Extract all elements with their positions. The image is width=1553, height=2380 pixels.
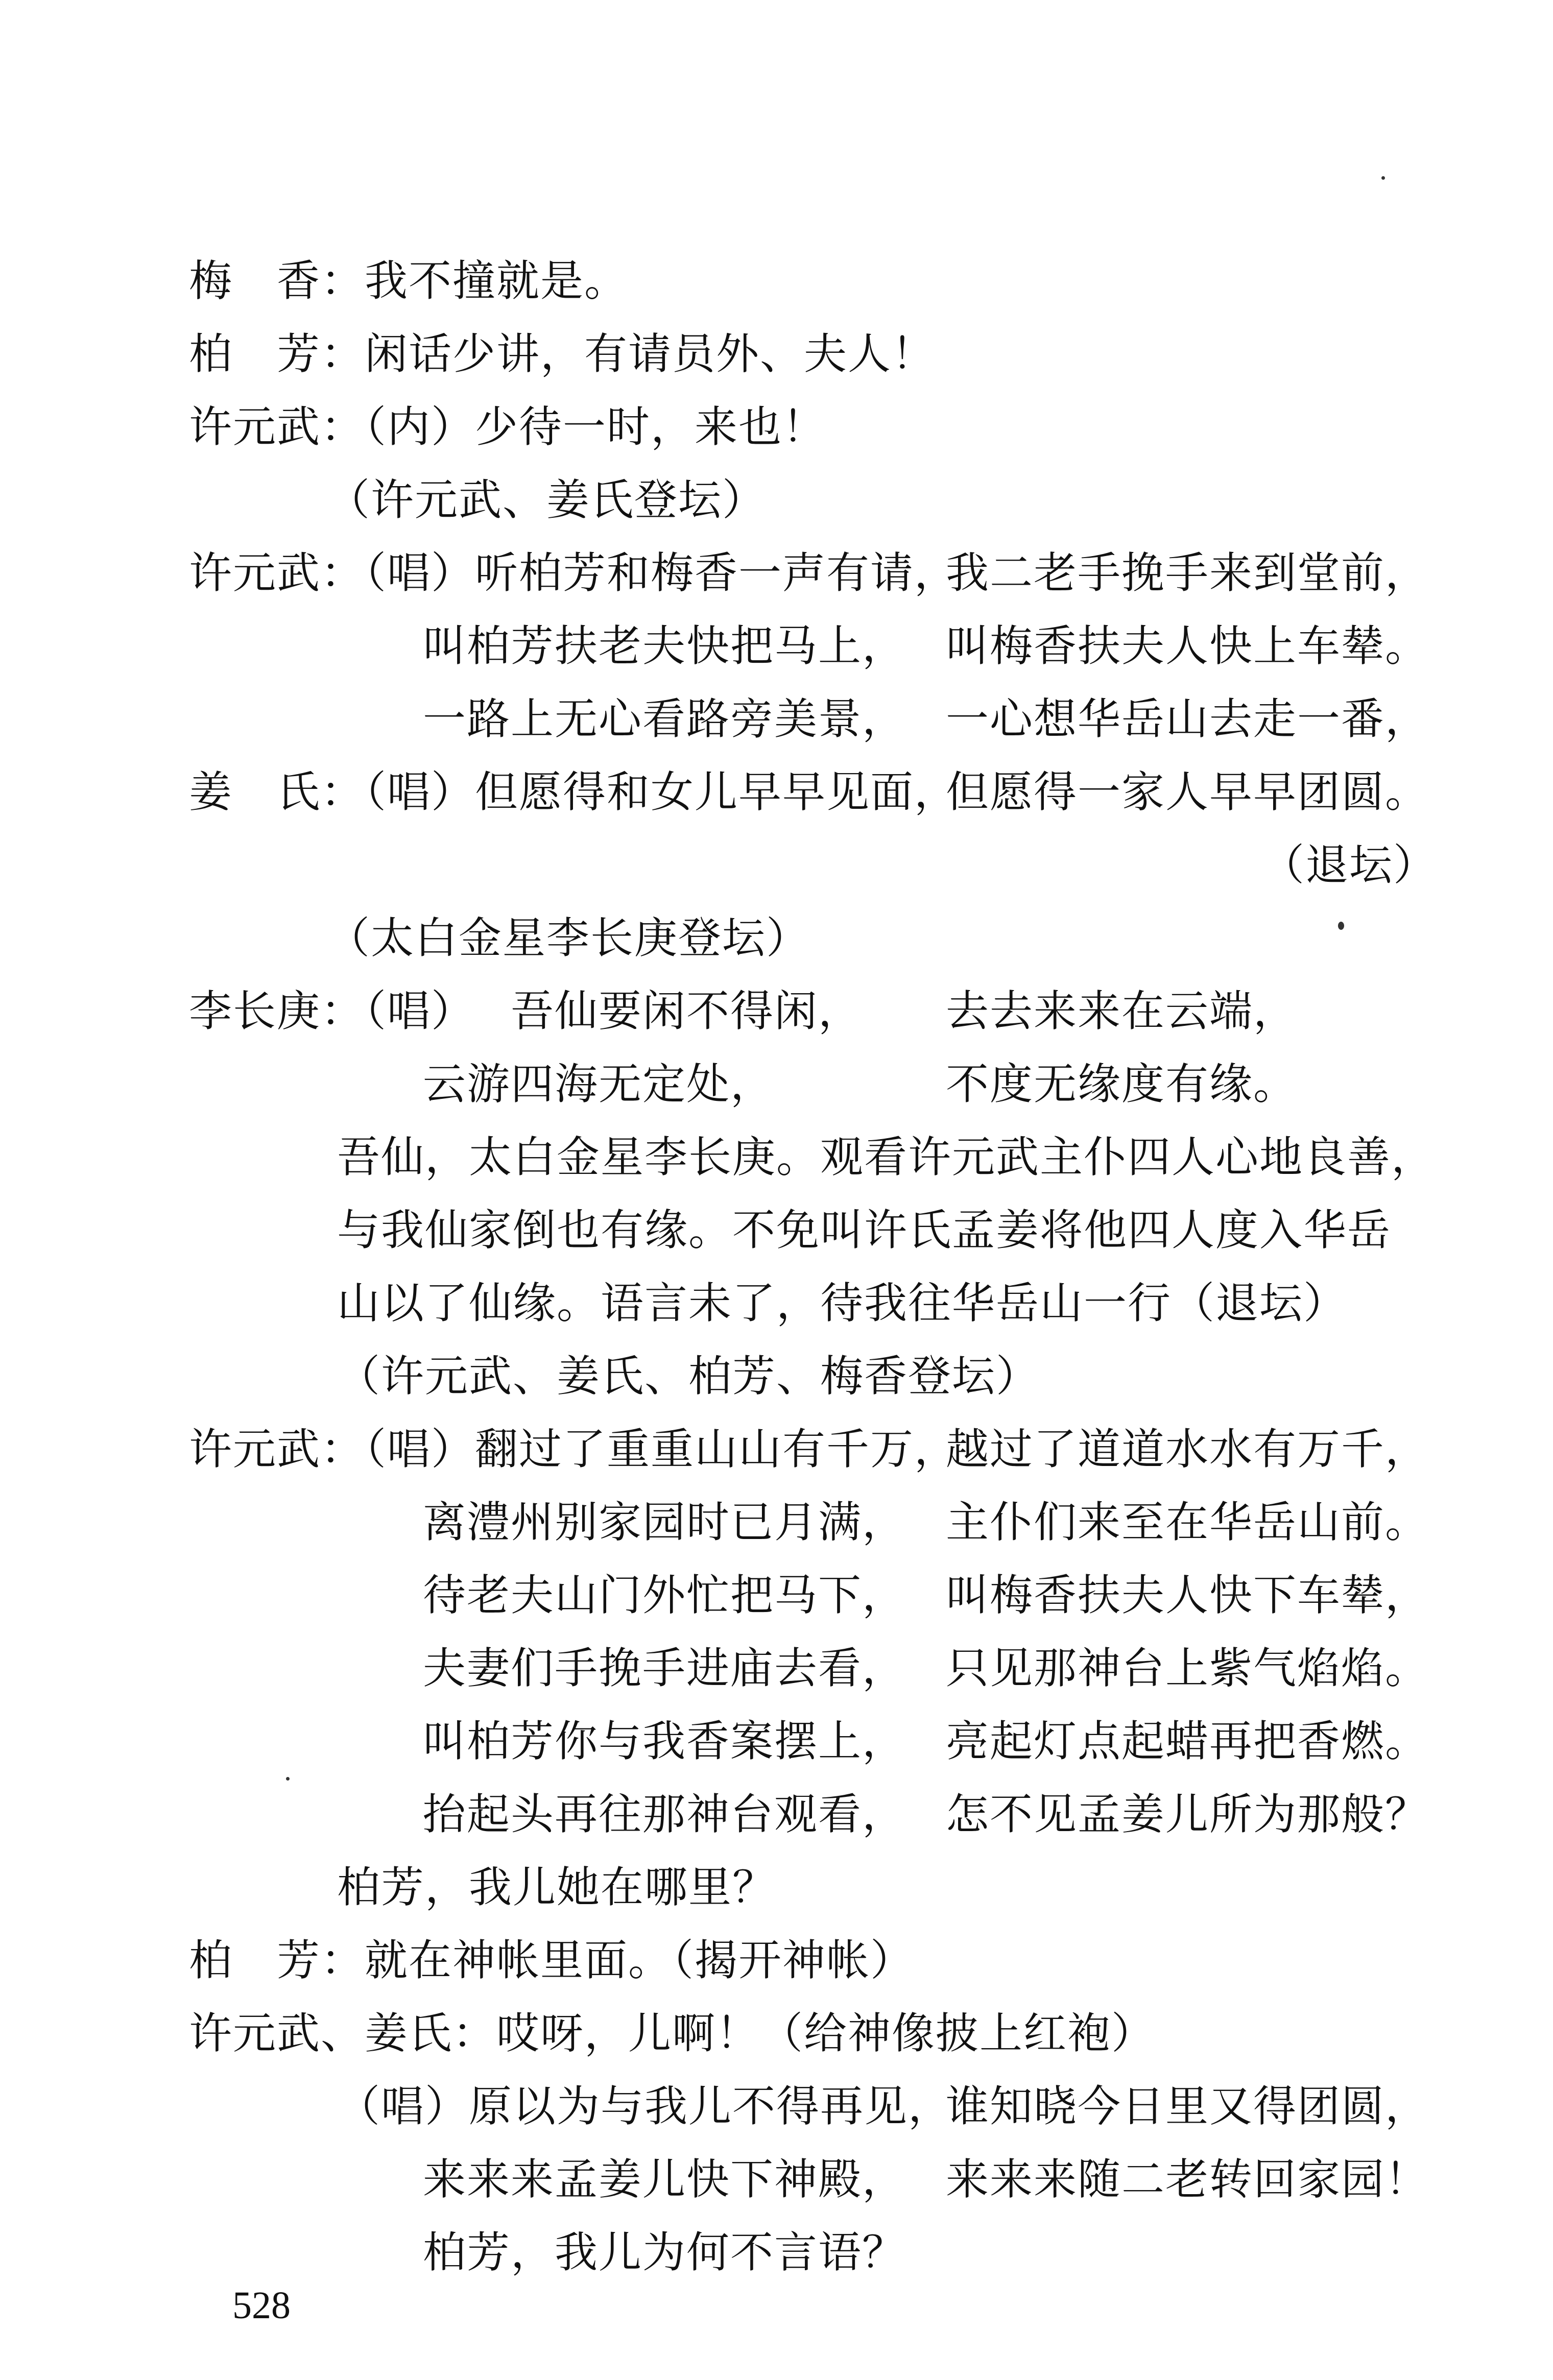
text-line: 怎不见孟姜儿所为那般？	[946, 1789, 1429, 1839]
text-line: 姜 氏：（唱）但愿得和女儿早早见面，	[189, 767, 959, 817]
text-line: 叫梅香扶夫人快上车辇。	[946, 621, 1429, 671]
text-line: 主仆们来至在华岳山前。	[946, 1497, 1429, 1547]
scan-speck	[1381, 176, 1385, 180]
text-line: 叫柏芳扶老夫快把马上，	[423, 621, 906, 671]
stage-direction: （许元武、姜氏登坛）	[327, 475, 767, 525]
text-line: 云游四海无定处，	[423, 1059, 775, 1109]
text-line: 柏 芳：闲话少讲，有请员外、夫人！	[189, 329, 936, 379]
text-line: 来来来孟姜儿快下神殿，	[423, 2154, 906, 2204]
text-line: 山以了仙缘。语言未了，待我往华岳山一行（退坛）	[337, 1278, 1348, 1328]
text-line: 与我仙家倒也有缘。不免叫许氏孟姜将他四人度入华岳	[337, 1205, 1392, 1255]
text-line: 许元武、姜氏：哎呀，儿啊！（给神像披上红袍）	[189, 2008, 1156, 2058]
text-line: 叫梅香扶夫人快下车辇，	[946, 1570, 1429, 1620]
text-line: 来来来随二老转回家园！	[946, 2154, 1429, 2204]
scan-speck	[1338, 922, 1344, 930]
stage-direction: （许元武、姜氏、柏芳、梅香登坛）	[337, 1351, 1040, 1401]
text-line: （唱）原以为与我儿不得再见，	[337, 2081, 952, 2131]
text-line: 柏 芳：就在神帐里面。（揭开神帐）	[189, 1935, 915, 1985]
text-line: 叫柏芳你与我香案摆上，	[423, 1716, 906, 1766]
text-line: 越过了道道水水有万千，	[946, 1424, 1429, 1474]
text-line: 梅 香：我不撞就是。	[189, 256, 629, 306]
page-number: 528	[232, 2284, 291, 2327]
text-line: 吾仙，太白金星李长庚。观看许元武主仆四人心地良善，	[337, 1132, 1436, 1182]
text-line: 谁知晓今日里又得团圆，	[946, 2081, 1429, 2131]
text-line: 亮起灯点起蜡再把香燃。	[946, 1716, 1429, 1766]
text-line: 许元武：（唱）翻过了重重山山有千万，	[189, 1424, 959, 1474]
text-line: 李长庚：（唱）	[189, 986, 475, 1036]
text-line: 待老夫山门外忙把马下，	[423, 1570, 906, 1620]
text-line: 夫妻们手挽手进庙去看，	[423, 1643, 906, 1693]
text-line: 只见那神台上紫气焰焰。	[946, 1643, 1429, 1693]
text-line: 不度无缘度有缘。	[946, 1059, 1298, 1109]
text-line: 但愿得一家人早早团圆。	[946, 767, 1429, 817]
text-line: 一心想华岳山去走一番，	[946, 694, 1429, 744]
text-line: 一路上无心看路旁美景，	[423, 694, 906, 744]
text-line: 抬起头再往那神台观看，	[423, 1789, 906, 1839]
stage-direction: （退坛）	[1261, 840, 1438, 890]
text-line: 吾仙要闲不得闲，	[511, 986, 863, 1036]
text-line: 许元武：（内）少待一时，来也！	[189, 402, 827, 452]
text-line: 我二老手挽手来到堂前，	[946, 548, 1429, 598]
scan-speck	[286, 1777, 290, 1781]
text-line: 柏芳，我儿为何不言语？	[423, 2227, 906, 2277]
text-line: 柏芳，我儿她在哪里？	[337, 1862, 777, 1912]
text-line: 去去来来在云端，	[946, 986, 1298, 1036]
text-line: 许元武：（唱）听柏芳和梅香一声有请，	[189, 548, 959, 598]
text-line: 离澧州别家园时已月满，	[423, 1497, 906, 1547]
stage-direction: （太白金星李长庚登坛）	[327, 913, 810, 963]
